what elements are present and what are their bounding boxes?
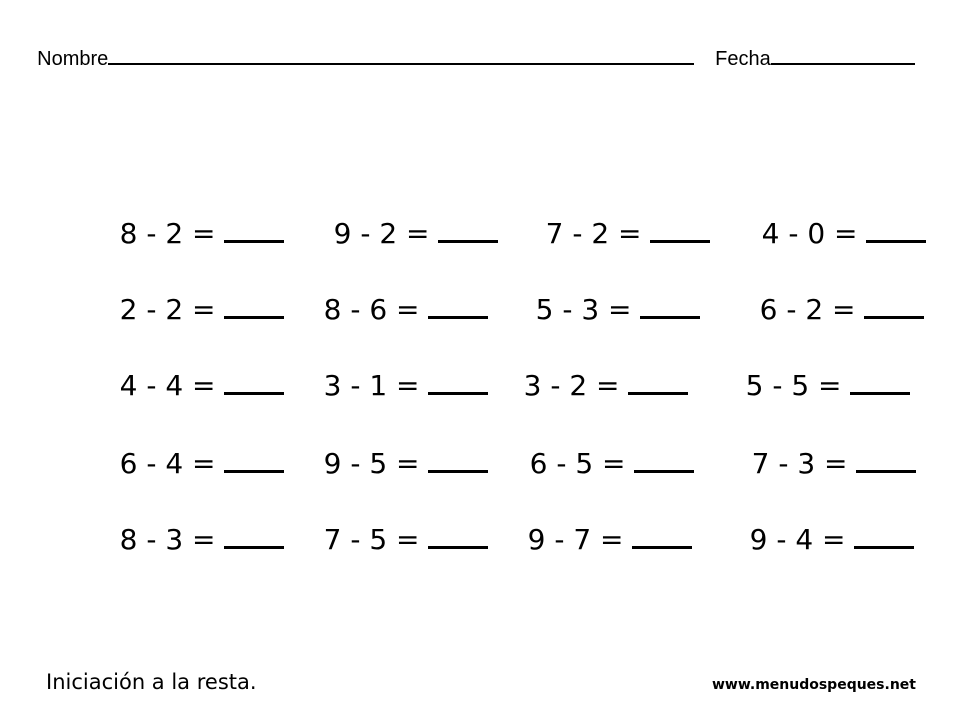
- answer-blank[interactable]: [224, 218, 284, 243]
- answer-blank[interactable]: [650, 218, 710, 243]
- problem-text: 3 - 2 =: [523, 369, 620, 402]
- problem-4-2: [288, 420, 488, 506]
- name-label: Nombre: [37, 48, 109, 70]
- problem-3-3: [488, 342, 688, 428]
- website-url: www.menudospeques.net: [711, 677, 916, 693]
- problem-text: 8 - 3 =: [119, 523, 216, 556]
- answer-blank[interactable]: [864, 294, 924, 319]
- answer-blank[interactable]: [438, 218, 498, 243]
- problem-2-1: [84, 266, 284, 352]
- date-label: Fecha: [715, 48, 771, 70]
- problem-text: 9 - 2 =: [333, 217, 430, 250]
- answer-blank[interactable]: [866, 218, 926, 243]
- problem-text: 4 - 4 =: [119, 369, 216, 402]
- problem-5-1: [84, 496, 284, 582]
- answer-blank[interactable]: [428, 448, 488, 473]
- answer-blank[interactable]: [428, 294, 488, 319]
- problem-text: 7 - 5 =: [323, 523, 420, 556]
- problem-text: 6 - 4 =: [119, 447, 216, 480]
- problem-text: 8 - 2 =: [119, 217, 216, 250]
- problem-2-4: [724, 266, 924, 352]
- answer-blank[interactable]: [854, 524, 914, 549]
- problem-text: 6 - 5 =: [529, 447, 626, 480]
- answer-blank[interactable]: [628, 370, 688, 395]
- problem-2-2: [288, 266, 488, 352]
- answer-blank[interactable]: [224, 370, 284, 395]
- problem-text: 7 - 2 =: [545, 217, 642, 250]
- answer-blank[interactable]: [632, 524, 692, 549]
- problem-text: 7 - 3 =: [751, 447, 848, 480]
- problem-1-1: [84, 190, 284, 276]
- answer-blank[interactable]: [224, 524, 284, 549]
- worksheet-title: Iniciación a la resta.: [46, 670, 257, 694]
- problem-2-3: [500, 266, 700, 352]
- problem-text: 9 - 5 =: [323, 447, 420, 480]
- name-field: [26, 22, 694, 71]
- problem-4-1: [84, 420, 284, 506]
- problem-1-4: [726, 190, 926, 276]
- answer-blank[interactable]: [640, 294, 700, 319]
- problem-3-4: [710, 342, 910, 428]
- problem-text: 8 - 6 =: [323, 293, 420, 326]
- problem-text: 5 - 5 =: [745, 369, 842, 402]
- problem-5-3: [492, 496, 692, 582]
- problem-1-2: [298, 190, 498, 276]
- name-blank[interactable]: [108, 45, 694, 65]
- answer-blank[interactable]: [224, 448, 284, 473]
- answer-blank[interactable]: [224, 294, 284, 319]
- problem-1-3: [510, 190, 710, 276]
- problem-5-4: [714, 496, 914, 582]
- problem-text: 3 - 1 =: [323, 369, 420, 402]
- problem-text: 9 - 7 =: [527, 523, 624, 556]
- problem-text: 6 - 2 =: [759, 293, 856, 326]
- date-field: [704, 22, 915, 71]
- answer-blank[interactable]: [856, 448, 916, 473]
- problem-4-3: [494, 420, 694, 506]
- problem-5-2: [288, 496, 488, 582]
- problem-3-1: [84, 342, 284, 428]
- problem-4-4: [716, 420, 916, 506]
- answer-blank[interactable]: [428, 370, 488, 395]
- problem-text: 2 - 2 =: [119, 293, 216, 326]
- problem-text: 5 - 3 =: [535, 293, 632, 326]
- date-blank[interactable]: [771, 45, 915, 65]
- problem-3-2: [288, 342, 488, 428]
- problem-text: 4 - 0 =: [761, 217, 858, 250]
- answer-blank[interactable]: [634, 448, 694, 473]
- answer-blank[interactable]: [850, 370, 910, 395]
- answer-blank[interactable]: [428, 524, 488, 549]
- problem-text: 9 - 4 =: [749, 523, 846, 556]
